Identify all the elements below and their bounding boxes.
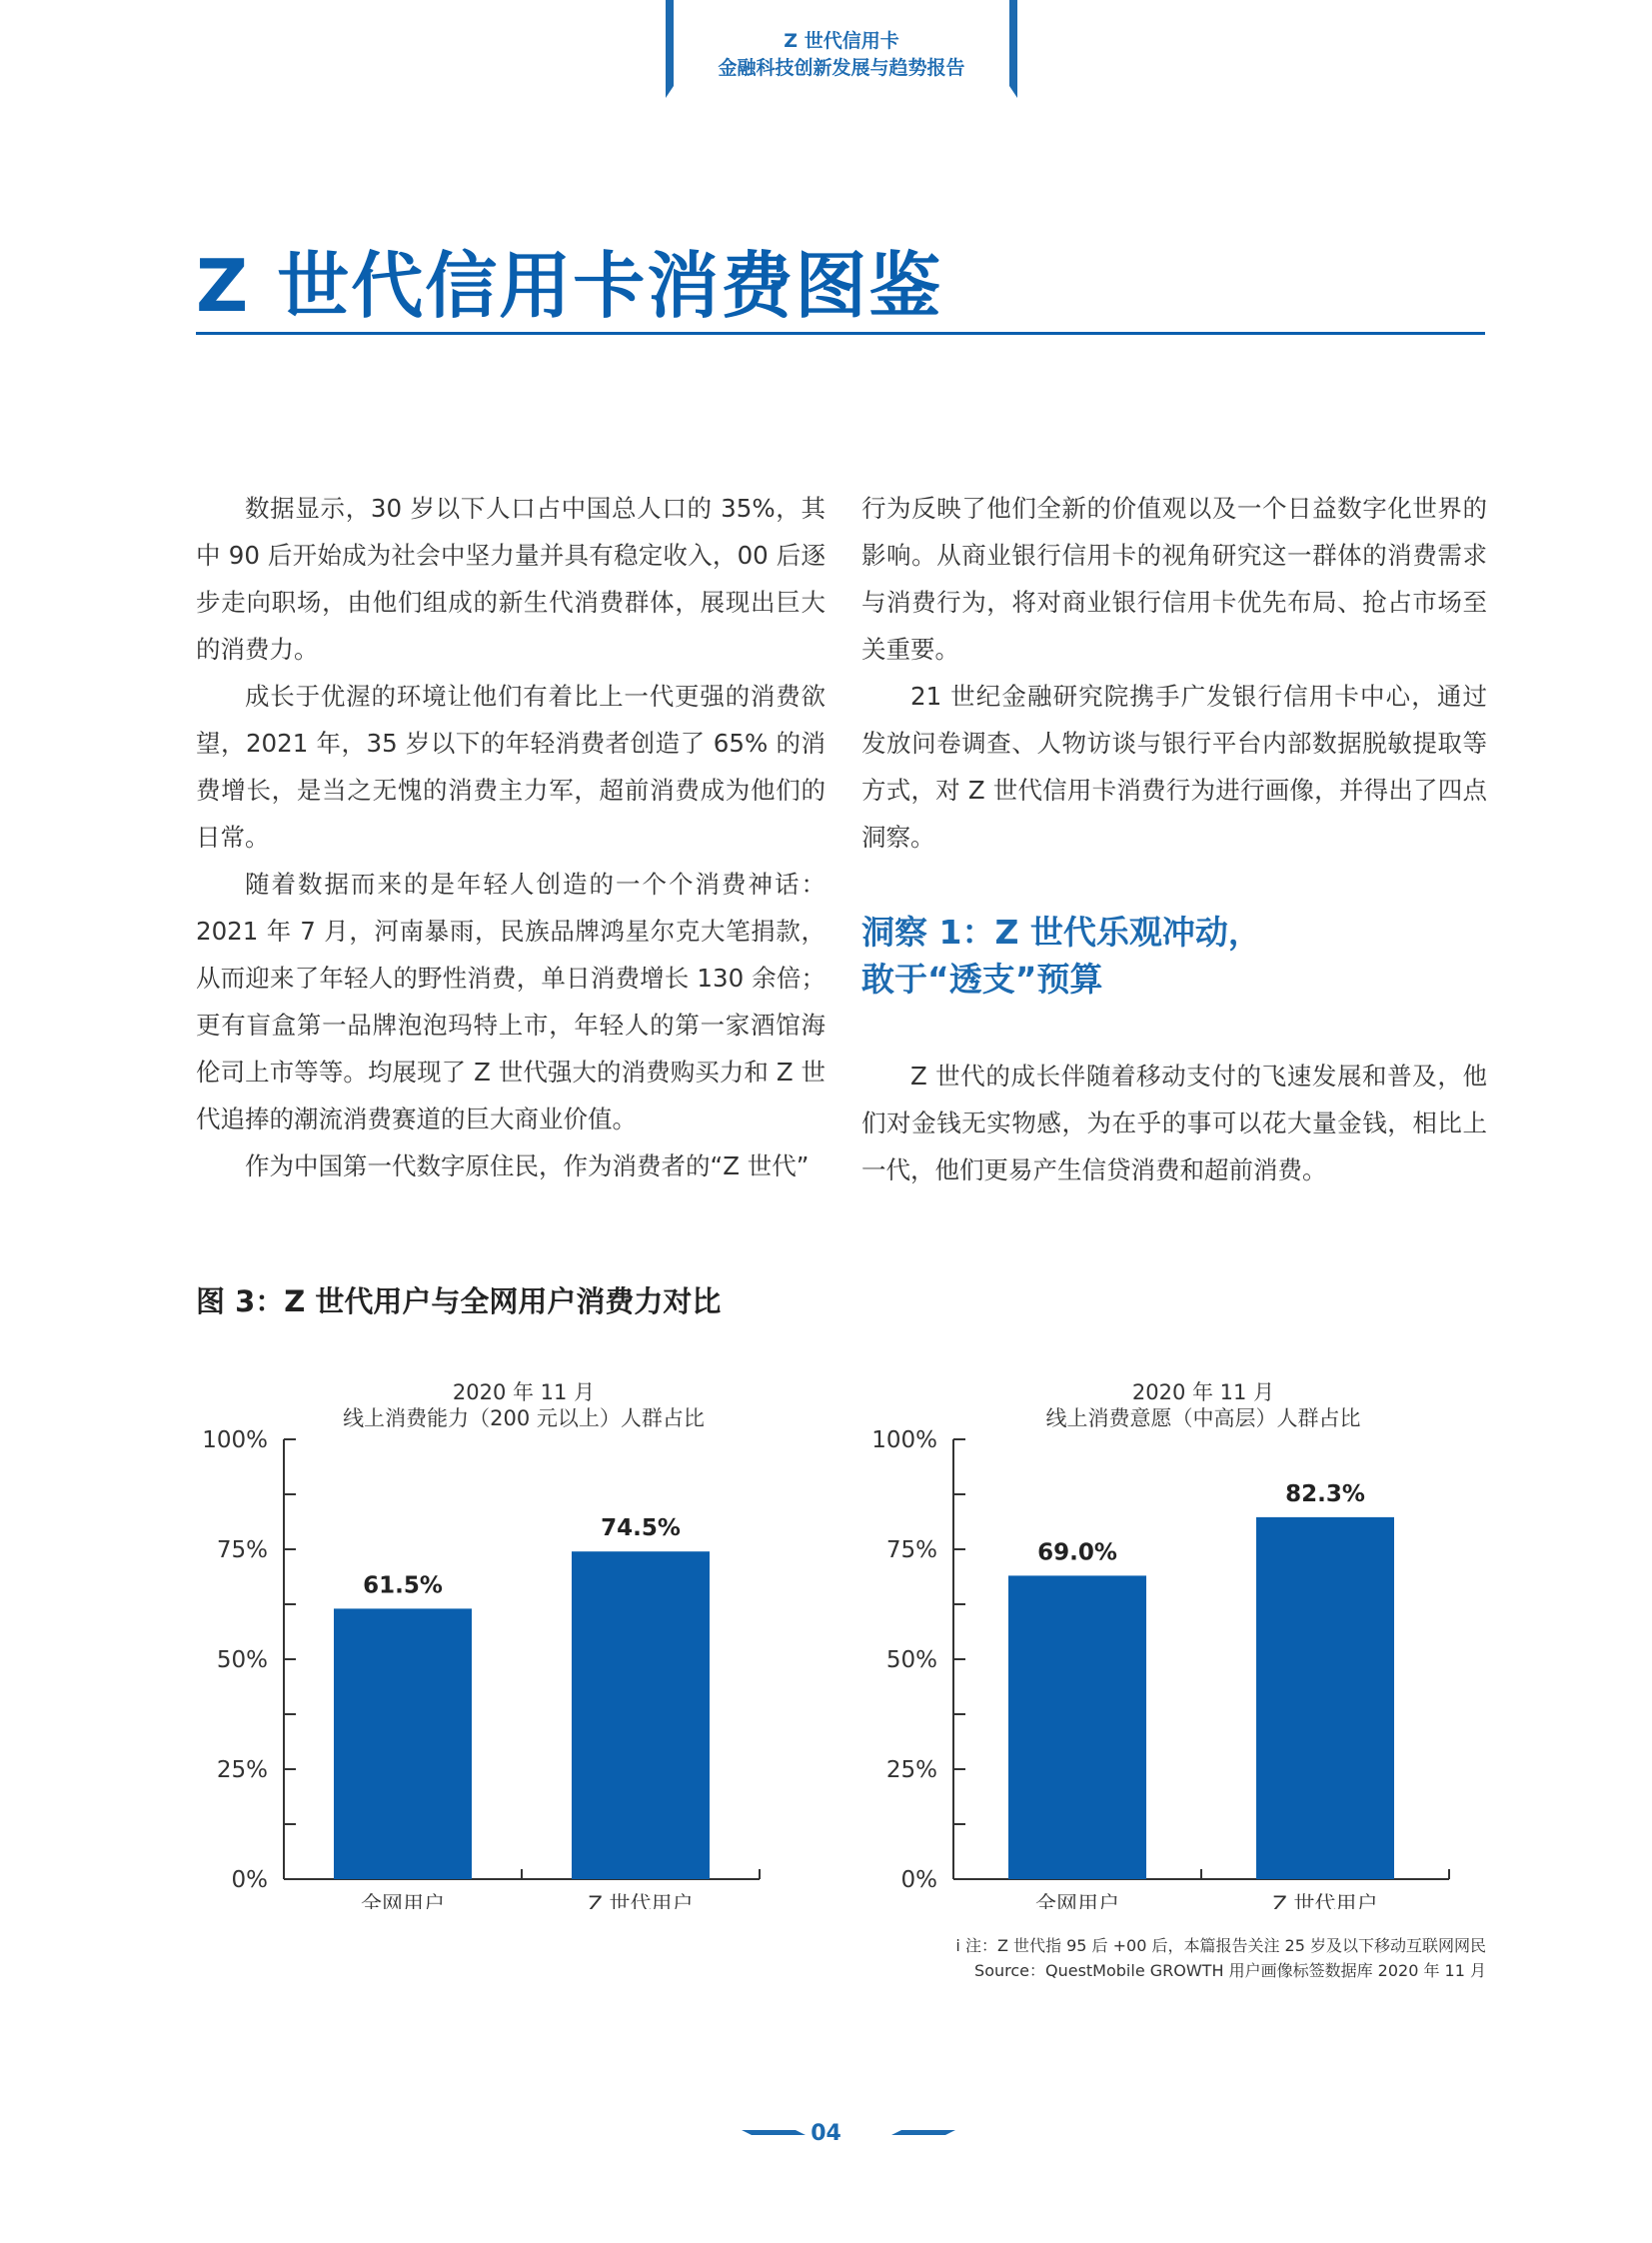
insight-heading-line2: 敢于“透支”预算 <box>861 960 1103 999</box>
paragraph: 行为反映了他们全新的价值观以及一个日益数字化世界的影响。从商业银行信用卡的视角研究这一群体的消费需求与消费行为，将对商业银行信用卡优先布局、抢占市场至关重要。 <box>861 494 1487 664</box>
bar-chart-consumption-ability <box>178 1369 798 1909</box>
body-left-column <box>196 485 826 1189</box>
header-text <box>662 28 1021 82</box>
chart-left <box>178 1369 798 1913</box>
chart-right <box>847 1369 1487 1913</box>
y-tick-label: 25% <box>216 1757 268 1783</box>
x-tick-label: Z 世代用户 <box>588 1892 694 1909</box>
chart-subtitle: 线上消费能力（200 元以上）人群占比 <box>343 1406 705 1430</box>
data-label: 69.0% <box>1037 1539 1117 1566</box>
y-tick-label: 75% <box>885 1537 937 1563</box>
source-text: Source：QuestMobile GROWTH 用户画像标签数据库 2020 年 11 月 <box>974 1961 1486 1980</box>
y-tick-label: 100% <box>871 1427 937 1453</box>
header-tab <box>662 0 1021 98</box>
data-label: 61.5% <box>363 1572 443 1599</box>
figure-notes <box>955 1933 1486 1983</box>
y-tick-label: 50% <box>885 1647 937 1673</box>
bar <box>1008 1575 1146 1879</box>
header-line2: 金融科技创新发展与趋势报告 <box>718 57 965 79</box>
y-tick-label: 0% <box>900 1867 937 1893</box>
bar <box>1256 1517 1394 1879</box>
x-tick-label: 全网用户 <box>361 1892 445 1909</box>
x-tick-label: Z 世代用户 <box>1272 1892 1378 1909</box>
figure-title: 图 3：Z 世代用户与全网用户消费力对比 <box>196 1284 722 1318</box>
page-number: 04 <box>811 2121 841 2146</box>
bar <box>334 1608 472 1879</box>
paragraph: 作为中国第一代数字原住民，作为消费者的“Z 世代” <box>245 1151 810 1180</box>
insight-heading <box>861 909 1487 1003</box>
y-tick-label: 0% <box>231 1867 268 1893</box>
paragraph: 21 世纪金融研究院携手广发银行信用卡中心，通过发放问卷调查、人物访谈与银行平台内部数据脱敏提取等方式，对 Z 世代信用卡消费行为进行画像，并得出了四点洞察。 <box>861 682 1487 852</box>
y-tick-label: 75% <box>216 1537 268 1563</box>
chart-title: 2020 年 11 月 <box>452 1380 596 1404</box>
note-text: i 注：Z 世代指 95 后 +00 后，本篇报告关注 25 岁及以下移动互联网网民 <box>955 1936 1486 1955</box>
chart-subtitle: 线上消费意愿（中高层）人群占比 <box>1045 1406 1361 1430</box>
paragraph: Z 世代的成长伴随着移动支付的飞速发展和普及，他们对金钱无实物感，为在乎的事可以花大量金钱，相比上一代，他们更易产生信贷消费和超前消费。 <box>861 1062 1487 1184</box>
paragraph: 成长于优渥的环境让他们有着比上一代更强的消费欲望，2021 年，35 岁以下的年轻消费者创造了 65% 的消费增长，是当之无愧的消费主力军，超前消费成为他们的日常。 <box>196 682 826 852</box>
data-label: 74.5% <box>601 1515 681 1542</box>
data-label: 82.3% <box>1285 1480 1365 1507</box>
insight-heading-line1: 洞察 1：Z 世代乐观冲动， <box>861 913 1261 952</box>
bar-chart-consumption-willingness <box>847 1369 1487 1909</box>
paragraph: 随着数据而来的是年轻人创造的一个个消费神话：2021 年 7 月，河南暴雨，民族品牌鸿星尔克大笔捐款，从而迎来了年轻人的野性消费，单日消费增长 130 余倍；更有盲盒第一品牌泡泡玛特上市，年轻人的第一家酒馆海伦司上市等等。均展现了 Z 世代强大的消费购买力和 Z 世代追捧的潮流消费赛道的巨大商业价值。 <box>196 870 826 1133</box>
page-title: Z 世代信用卡消费图鉴 <box>196 244 943 328</box>
title-underline <box>196 332 1485 335</box>
bar <box>572 1551 710 1879</box>
paragraph: 数据显示，30 岁以下人口占中国总人口的 35%，其中 90 后开始成为社会中坚力量并具有稳定收入，00 后逐步走向职场，由他们组成的新生代消费群体，展现出巨大的消费力。 <box>196 494 826 664</box>
y-tick-label: 50% <box>216 1647 268 1673</box>
x-tick-label: 全网用户 <box>1035 1892 1119 1909</box>
y-tick-label: 100% <box>202 1427 268 1453</box>
chart-title: 2020 年 11 月 <box>1131 1380 1275 1404</box>
body-right-column <box>861 485 1487 1193</box>
y-tick-label: 25% <box>885 1757 937 1783</box>
header-line1: Z 世代信用卡 <box>784 30 899 52</box>
